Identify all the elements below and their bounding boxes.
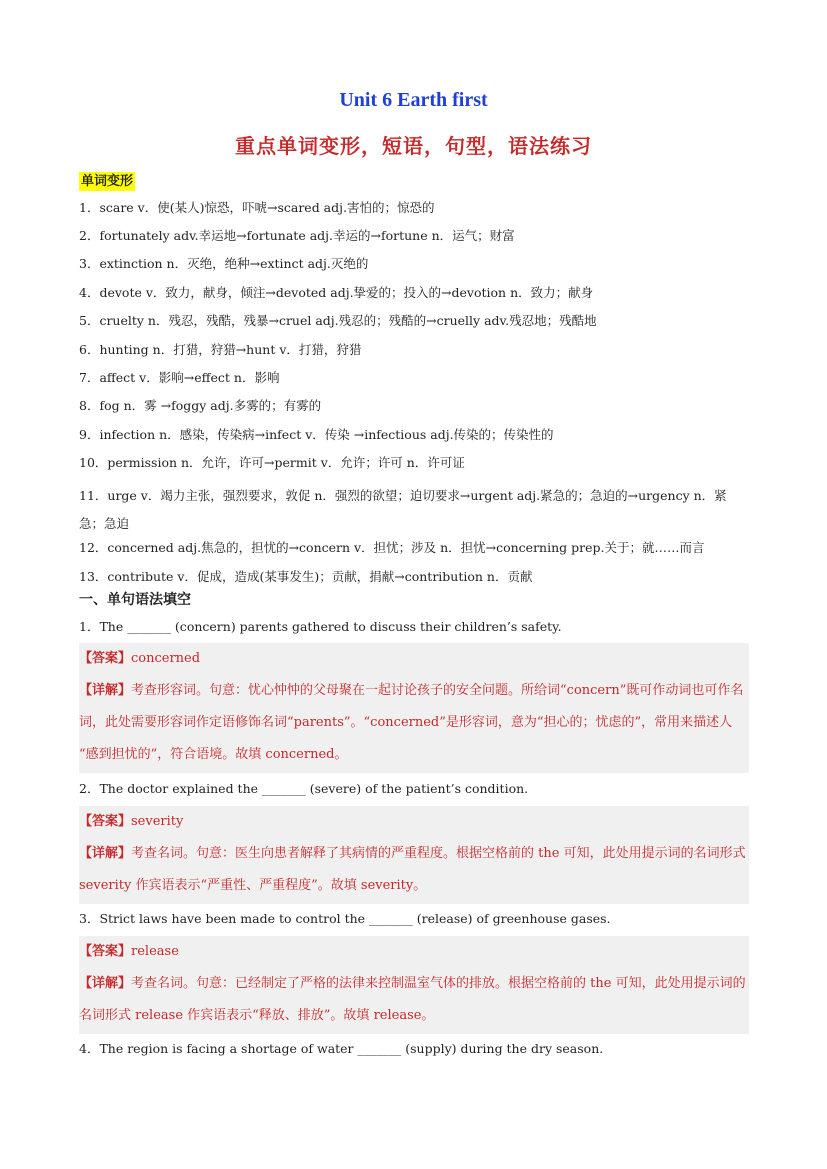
answer-value: release (131, 944, 179, 959)
vocab-item: 4．devote v．致力，献身，倾注→devoted adj.挚爱的；投入的→devotion n．致力；献身 (79, 285, 594, 300)
section-title: 一、单句语法填空 (79, 592, 191, 608)
answer-label: 【答案】 (79, 651, 132, 666)
detail-text: 考查名词。句意：医生向患者解释了其病情的严重程度。根据空格前的 the 可知，此处用提示词的名词形式 severity 作宾语表示“严重性、严重程度”。故填 severity。 (79, 846, 746, 893)
vocab-heading: 单词变形 (81, 174, 134, 189)
question-text: 1．The _______ (concern) parents gathered to discuss their children’s safety. (79, 619, 562, 634)
vocab-item: 13．contribute v．促成，造成(某事发生)；贡献，捐献→contribution n．贡献 (79, 569, 533, 584)
vocab-item: 2．fortunately adv.幸运地→fortunate adj.幸运的→fortune n．运气；财富 (79, 228, 515, 243)
page-subtitle: 重点单词变形，短语，句型，语法练习 (235, 134, 592, 158)
vocab-item: 9．infection n．感染，传染病→infect v．传染 →infectious adj.传染的；传染性的 (79, 427, 554, 442)
answer-box (79, 936, 749, 1034)
answer-value: concerned (131, 651, 201, 666)
answer-label: 【答案】 (79, 814, 132, 829)
vocab-item: 1．scare v．使(某人)惊恐，吓唬→scared adj.害怕的；惊恐的 (79, 200, 435, 215)
detail-label: 【详解】 (79, 846, 132, 861)
question-text: 2．The doctor explained the _______ (severe) of the patient’s condition. (79, 781, 529, 796)
vocab-item: 10．permission n．允许，许可→permit v．允许；许可 n．许可证 (79, 455, 465, 470)
detail-text: 考查形容词。句意：忧心忡忡的父母聚在一起讨论孩子的安全问题。所给词“concern”既可作动词也可作名词，此处需要形容词作定语修饰名词“parents”。“concerned”是形容词，意为“担心的；忧虑的”，常用来描述人 “感到担忧的”，符合语境。故填 concerned。 (79, 683, 744, 762)
vocab-item: 7．affect v．影响→effect n．影响 (79, 370, 280, 385)
vocab-item: 12．concerned adj.焦急的，担忧的→concern v．担忧；涉及 n．担忧→concerning prep.关于；就……而言 (79, 540, 705, 555)
answer-value: severity (131, 814, 184, 829)
vocab-item: 8．fog n．雾 →foggy adj.多雾的；有雾的 (79, 398, 322, 413)
detail-text: 考查名词。句意：已经制定了严格的法律来控制温室气体的排放。根据空格前的 the 可知，此处用提示词的名词形式 release 作宾语表示“释放、排放”。故填 release。 (79, 976, 746, 1023)
detail-label: 【详解】 (79, 683, 132, 698)
vocab-item: 6．hunting n．打猎，狩猎→hunt v．打猎，狩猎 (79, 342, 362, 357)
question-text: 4．The region is facing a shortage of water _______ (supply) during the dry season. (79, 1041, 604, 1056)
page-title: Unit 6 Earth first (339, 89, 488, 111)
answer-box (79, 643, 749, 773)
vocab-item: 5．cruelty n．残忍，残酷，残暴→cruel adj.残忍的；残酷的→cruelly adv.残忍地；残酷地 (79, 313, 597, 328)
vocab-item: 3．extinction n．灭绝，绝种→extinct adj.灭绝的 (79, 256, 369, 271)
question-text: 3．Strict laws have been made to control the _______ (release) of greenhouse gases. (79, 911, 611, 926)
answer-label: 【答案】 (79, 944, 132, 959)
answer-box (79, 806, 749, 904)
vocab-item: 11．urge v．竭力主张，强烈要求，敦促 n．强烈的欲望；迫切要求→urgent adj.紧急的；急迫的→urgency n．紧急；急迫 (79, 488, 727, 531)
detail-label: 【详解】 (79, 976, 132, 991)
